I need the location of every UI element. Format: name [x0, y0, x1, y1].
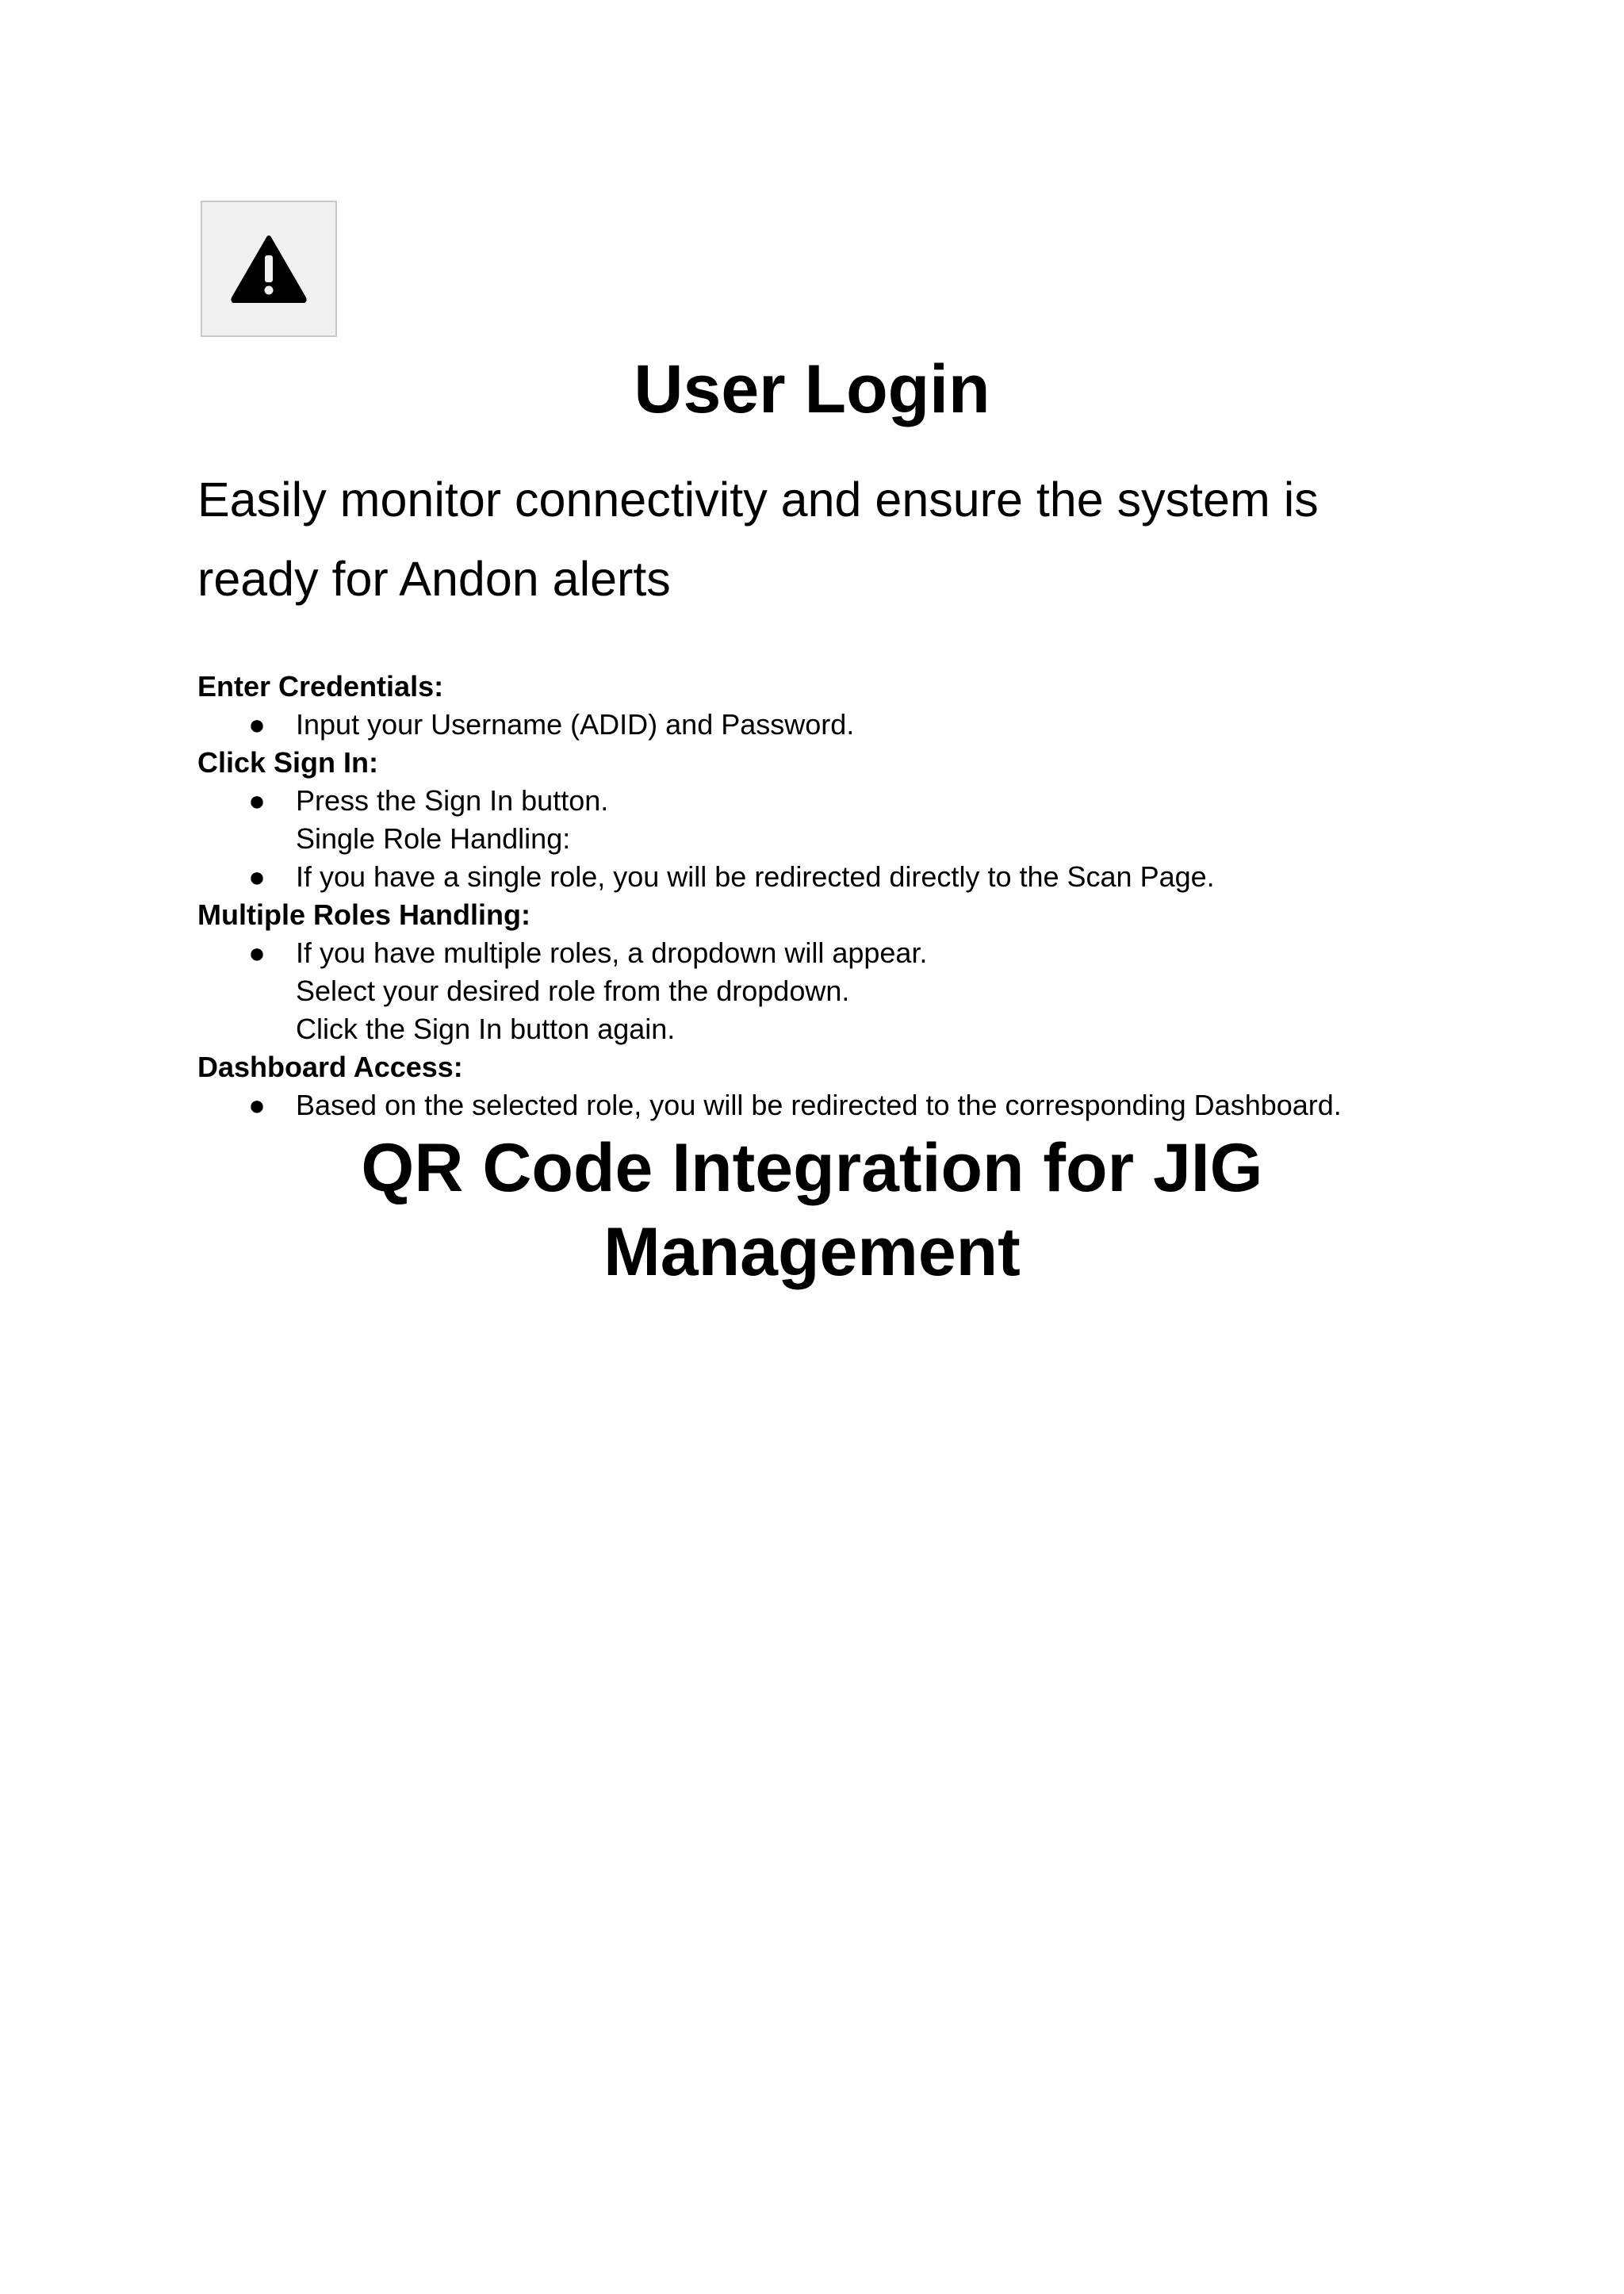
step-line-text: Select your desired role from the dropdown.: [296, 975, 850, 1007]
instruction-steps: [197, 668, 1482, 1124]
step-line: [197, 1086, 1482, 1124]
bullet-icon: ●: [248, 708, 266, 741]
bullet-icon: ●: [248, 936, 266, 969]
section-title-line: QR Code Integration for JIG: [361, 1130, 1263, 1206]
step-line-text: Click the Sign In button again.: [296, 1013, 676, 1045]
step-line: [197, 706, 1482, 744]
page-subtitle: Easily monitor connectivity and ensure the system is ready for Andon alerts: [197, 473, 1319, 606]
step-line: [197, 934, 1482, 972]
step-line: [197, 972, 1482, 1010]
step-line-text: If you have a single role, you will be redirected directly to the Scan Page.: [296, 860, 1215, 893]
section-title-line: Management: [603, 1214, 1021, 1290]
page-title: User Login: [634, 351, 990, 427]
step-heading: Dashboard Access:: [197, 1051, 463, 1083]
bullet-icon: ●: [248, 784, 266, 817]
step-line-text: Single Role Handling:: [296, 822, 571, 855]
step-heading: Enter Credentials:: [197, 670, 444, 703]
step-line-text: Based on the selected role, you will be redirected to the corresponding Dashboard.: [296, 1089, 1342, 1121]
warning-triangle-icon: [231, 235, 307, 303]
step-line: [197, 1010, 1482, 1048]
step-heading: Click Sign In:: [197, 746, 379, 779]
step-line: [197, 820, 1482, 858]
step-heading: Multiple Roles Handling:: [197, 898, 530, 931]
bullet-icon: ●: [248, 860, 266, 893]
step-line: [197, 782, 1482, 820]
section-title: [0, 1126, 1624, 1294]
bullet-icon: ●: [248, 1089, 266, 1121]
step-line: [197, 858, 1482, 896]
step-line-text: If you have multiple roles, a dropdown will appear.: [296, 936, 928, 969]
step-line-text: Input your Username (ADID) and Password.: [296, 708, 855, 741]
broken-image-placeholder: [201, 201, 337, 337]
step-line-text: Press the Sign In button.: [296, 784, 609, 817]
